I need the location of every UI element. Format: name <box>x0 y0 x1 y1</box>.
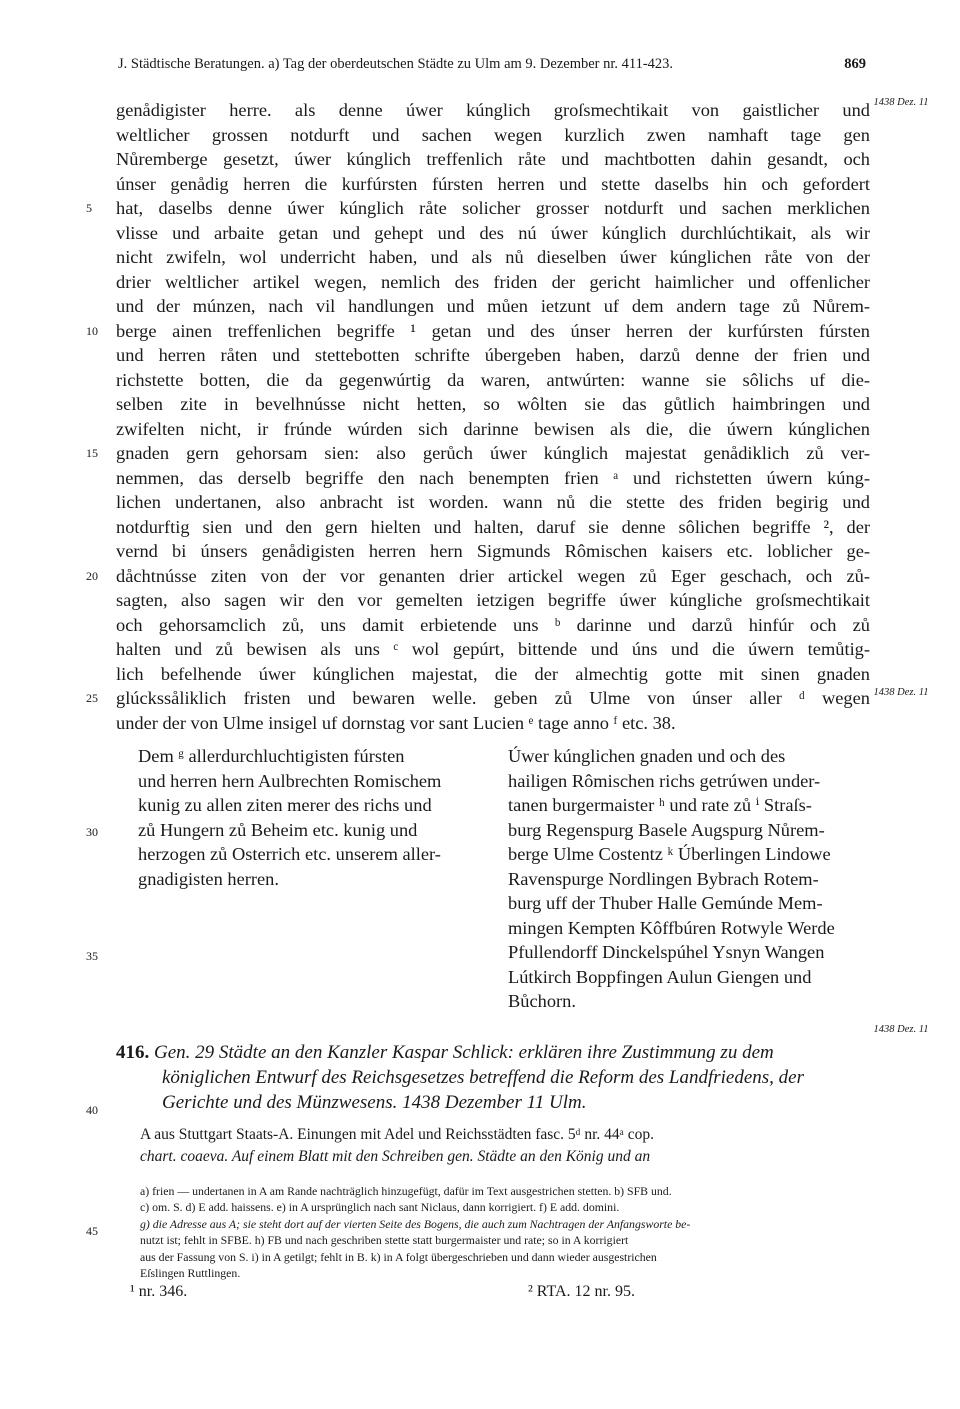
apparatus-line: Eſslingen Ruttlingen. <box>140 1266 241 1281</box>
address-line: und herren hern Aulbrechten Romischem <box>138 770 442 791</box>
margin-date-doc: 1438 Dez. 11 <box>873 1024 929 1035</box>
margin-date-top: 1438 Dez. 11 <box>873 97 929 108</box>
apparatus-line: c) om. S. d) E add. haissens. e) in A ursprünglich nach sant Niclaus, dann korrigiert. f) E add. domini. <box>140 1200 620 1215</box>
doc-heading-line-3: Gerichte und des Münzwesens. 1438 Dezember 11 Ulm. <box>162 1092 587 1113</box>
page-number: 869 <box>844 56 866 72</box>
footnote-2: ² RTA. 12 nr. 95. <box>528 1283 635 1300</box>
body-line: berge ainen treffenlichen begriffe ¹ getan und des únser herren der kurfúrsten fúrsten <box>116 320 870 341</box>
address-line: Dem ᵍ allerdurchluchtigisten fúrsten <box>138 746 405 766</box>
document-number: 416. <box>116 1042 150 1063</box>
line-number: 20 <box>86 568 98 583</box>
source-note <box>140 1124 876 1168</box>
body-line: dåchtnússe ziten von der vor genanten drier artickel wegen zů Eger geschach, och zů- <box>116 565 870 586</box>
critical-apparatus <box>140 1183 876 1281</box>
apparatus-line: g) die Adresse aus A; sie steht dort auf der vierten Seite des Bogens, die auch zum Nachtragen der Anfangsworte be- <box>140 1216 691 1231</box>
body-line: glúckssåliklich fristen und bewaren welle. geben zů Ulme von únser aller ᵈ wegen <box>116 688 870 708</box>
body-line: Nůremberge gesetzt, úwer kúnglich treffenlich råte und machtbotten dahin gesandt, och <box>116 149 870 169</box>
margin-date-mid: 1438 Dez. 11 <box>873 687 929 698</box>
sender-line: burg Regenspurg Basele Augspurg Nůrem- <box>508 819 825 840</box>
body-line: und herren råten und stettebotten schrifte úbergeben haben, darzů denne der frien und <box>116 345 870 365</box>
apparatus-line: a) frien — undertanen in A am Rande nachträglich hinzugefügt, dafür im Text ausgestrichen stetten. b) SFB und. <box>140 1184 672 1198</box>
line-number: 10 <box>86 323 98 338</box>
running-title: J. Städtische Beratungen. a) Tag der oberdeutschen Städte zu Ulm am 9. Dezember nr. 411-423. <box>118 56 674 72</box>
address-line: kunig zu allen ziten merer des richs und <box>138 795 432 815</box>
body-line: nicht zwifeln, wol underricht haben, und als nů dieselben úwer kúnglichen råte von der <box>116 247 870 267</box>
body-line: lich befelhende úwer kúnglichen majestat, die der almechtig gotte mit sinen gnaden <box>116 663 870 684</box>
body-line: zwifelten nicht, ir frúnde wúrden sich darinne bewisen als die, die úwern kúnglichen <box>116 418 870 439</box>
sender-line: Úwer kúnglichen gnaden und och des <box>508 746 786 766</box>
body-line: sagten, also sagen wir den vor gemelten ietzigen begriffe úwer kúngliche groſsmechtikait <box>116 590 870 610</box>
line-number: 30 <box>86 825 98 839</box>
apparatus-line: aus der Fassung von S. i) in A getilgt; fehlt in B. k) in A folgt übergeschrieben und dann wieder ausgestrichen <box>140 1249 657 1264</box>
address-block <box>138 744 498 891</box>
body-line: notdurftig sien und den gern hielten und halten, daruf sie denne sôlichen begriffe ², der <box>116 516 870 537</box>
body-line: vernd bi únsers genådigisten herren hern Sigmunds Rômischen kaisers etc. loblicher ge- <box>116 541 870 561</box>
sender-line: mingen Kempten Kôffbúren Rotwyle Werde <box>508 917 835 938</box>
doc-heading-line-2: königlichen Entwurf des Reichsgesetzes betreffend die Reform des Landfriedens, der <box>162 1067 805 1088</box>
source-line: A aus Stuttgart Staats-A. Einungen mit Adel und Reichsstädten fasc. 5ᵈ nr. 44ᵃ cop. <box>140 1126 655 1143</box>
body-line: drier weltlicher artikel wegen, nemlich des friden der gericht haimlicher und offenlicher <box>116 271 870 292</box>
running-header <box>118 56 866 73</box>
sender-line: tanen burgermaister ʰ und rate zů ⁱ Straſs- <box>508 795 812 815</box>
body-line: gnaden gern gehorsam sien: also gerůch úwer kúnglich majestat genådiklich zů ver- <box>116 443 870 463</box>
body-line: och gehorsamclich zů, uns damit erbietende uns ᵇ darinne und darzů hinfúr och zů <box>116 614 870 635</box>
sender-line: Lútkirch Boppfingen Aulun Giengen und <box>508 966 812 987</box>
line-number: 25 <box>86 691 98 705</box>
body-line: genådigister herre. als denne úwer kúnglich groſsmechtikait von gaistlicher und <box>116 100 870 120</box>
sender-line: Bůchorn. <box>508 991 576 1011</box>
sender-block <box>508 744 868 1014</box>
source-line: chart. coaeva. Auf einem Blatt mit den Schreiben gen. Städte an den König und an <box>140 1148 651 1165</box>
footnote-1: ¹ nr. 346. <box>130 1283 188 1300</box>
line-number: 40 <box>86 1103 98 1117</box>
apparatus-line: nutzt ist; fehlt in SFBE. h) FB und nach geschriben stette statt burgermaister und rate; so in A korrigiert <box>140 1233 629 1248</box>
document-heading <box>116 1040 876 1115</box>
body-line: vlisse und arbaite getan und gehept und des nú úwer kúnglich durchlúchtikait, als wir <box>116 222 870 243</box>
address-line: zů Hungern zů Beheim etc. kunig und <box>138 819 418 840</box>
body-line: richstette botten, die da gegenwúrtig da waren, antwúrten: wanne sie sôlichs uf die- <box>116 369 870 390</box>
sender-line: Pfullendorff Dinckelspúhel Ysnyn Wangen <box>508 942 825 962</box>
sender-line: hailigen Rômischen richs getrúwen under- <box>508 770 821 791</box>
body-line: selben zite in bevelhnússe nicht hetten, so wôlten sie das gůtlich haimbringen und <box>116 394 870 414</box>
body-line: halten und zů bewisen als uns ᶜ wol gepúrt, bittende und úns und die úwern temůtig- <box>116 639 870 659</box>
address-line: herzogen zů Osterrich etc. unserem aller- <box>138 844 441 864</box>
doc-heading-text: Gen. 29 Städte an den Kanzler Kaspar Schlick: erklären ihre Zustimmung zu dem <box>154 1042 774 1063</box>
body-line: únser genådig herren die kurfúrsten fúrsten herren und stette daselbs hin och gefordert <box>116 173 870 194</box>
address-line: gnadigisten herren. <box>138 868 279 889</box>
line-number: 5 <box>86 201 92 215</box>
body-line: under der von Ulme insigel uf dornstag vor sant Lucien ᵉ tage anno ᶠ etc. 38. <box>116 712 676 733</box>
sender-line: Ravenspurge Nordlingen Bybrach Rotem- <box>508 868 819 889</box>
sender-line: burg uff der Thuber Halle Gemúnde Mem- <box>508 893 823 913</box>
body-line: lichen undertanen, also anbracht ist worden. wann nů die stette des friden begirig und <box>116 492 870 512</box>
body-line: hat, daselbs denne úwer kúnglich råte solicher grosser notdurft und sachen merklichen <box>116 198 870 218</box>
line-number: 35 <box>86 949 98 963</box>
line-number: 15 <box>86 446 98 460</box>
body-line: und der múnzen, nach vil handlungen und můen ietzunt uf dem andern tage zů Nůrem- <box>116 296 870 316</box>
body-line: nemmen, das derselb begriffe den nach benempten frien ᵃ und richstetten úwern kúng- <box>116 467 870 488</box>
body-line: weltlicher grossen notdurft und sachen wegen kurzlich zwen namhaft tage gen <box>116 124 870 145</box>
sender-line: berge Ulme Costentz ᵏ Úberlingen Lindowe <box>508 844 831 864</box>
line-number: 45 <box>86 1224 98 1238</box>
doc-heading-line-1 <box>116 1040 876 1065</box>
